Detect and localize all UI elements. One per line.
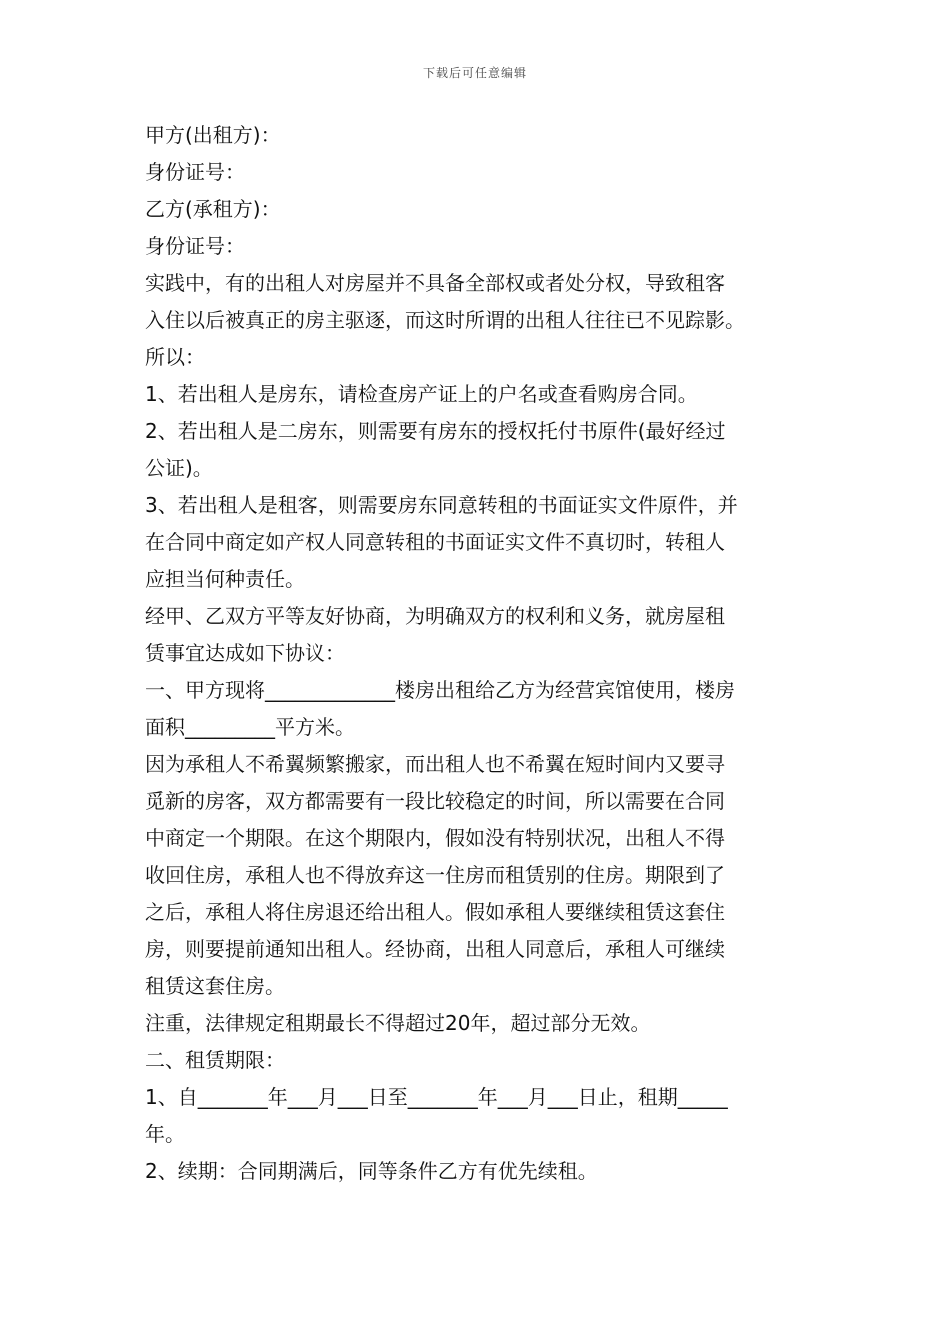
doc-line: 实践中，有的出租人对房屋并不具备全部权或者处分权，导致租客 <box>145 271 725 295</box>
doc-line: 觅新的房客，双方都需要有一段比较稳定的时间，所以需要在合同 <box>145 789 725 813</box>
doc-line: 身份证号： <box>145 160 245 184</box>
doc-line: 因为承租人不希翼频繁搬家，而出租人也不希翼在短时间内又要寻 <box>145 752 725 776</box>
doc-line: 所以： <box>145 345 205 369</box>
doc-line: 房，则要提前通知出租人。经协商，出租人同意后，承租人可继续 <box>145 937 725 961</box>
doc-line: 之后，承租人将住房退还给出租人。假如承租人要继续租赁这套住 <box>145 900 725 924</box>
doc-line: 注重，法律规定租期最长不得超过20年，超过部分无效。 <box>145 1011 651 1035</box>
doc-line: 入住以后被真正的房主驱逐，而这时所谓的出租人往往已不见踪影。 <box>145 308 745 332</box>
page-header: 下载后可任意编辑 <box>422 66 527 80</box>
doc-line: 赁事宜达成如下协议： <box>145 641 345 665</box>
doc-line: 3、若出租人是租客，则需要房东同意转租的书面证实文件原件，并 <box>145 493 738 517</box>
document-body <box>145 117 845 1190</box>
doc-line: 1、若出租人是房东，请检查房产证上的户名或查看购房合同。 <box>145 382 698 406</box>
doc-line: 在合同中商定如产权人同意转租的书面证实文件不真切时，转租人 <box>145 530 725 554</box>
doc-line: 身份证号： <box>145 234 245 258</box>
doc-line: 一、甲方现将_____________楼房出租给乙方为经营宾馆使用，楼房 <box>145 678 735 702</box>
doc-line: 面积_________平方米。 <box>145 715 355 739</box>
doc-line: 经甲、乙双方平等友好协商，为明确双方的权利和义务，就房屋租 <box>145 604 725 628</box>
doc-line: 2、续期：合同期满后，同等条件乙方有优先续租。 <box>145 1159 598 1183</box>
doc-line: 2、若出租人是二房东，则需要有房东的授权托付书原件(最好经过 <box>145 419 726 443</box>
doc-line: 收回住房，承租人也不得放弃这一住房而租赁别的住房。期限到了 <box>145 863 725 887</box>
doc-line: 1、自_______年___月___日至_______年___月___日止，租期_____ <box>145 1085 728 1109</box>
doc-line: 乙方(承租方)： <box>145 197 281 221</box>
doc-line: 二、租赁期限： <box>145 1048 285 1072</box>
doc-line: 公证)。 <box>145 456 213 480</box>
doc-line: 应担当何种责任。 <box>145 567 305 591</box>
doc-line: 租赁这套住房。 <box>145 974 285 998</box>
doc-line: 中商定一个期限。在这个期限内，假如没有特别状况，出租人不得 <box>145 826 725 850</box>
doc-line: 甲方(出租方)： <box>145 123 281 147</box>
doc-line: 年。 <box>145 1122 185 1146</box>
